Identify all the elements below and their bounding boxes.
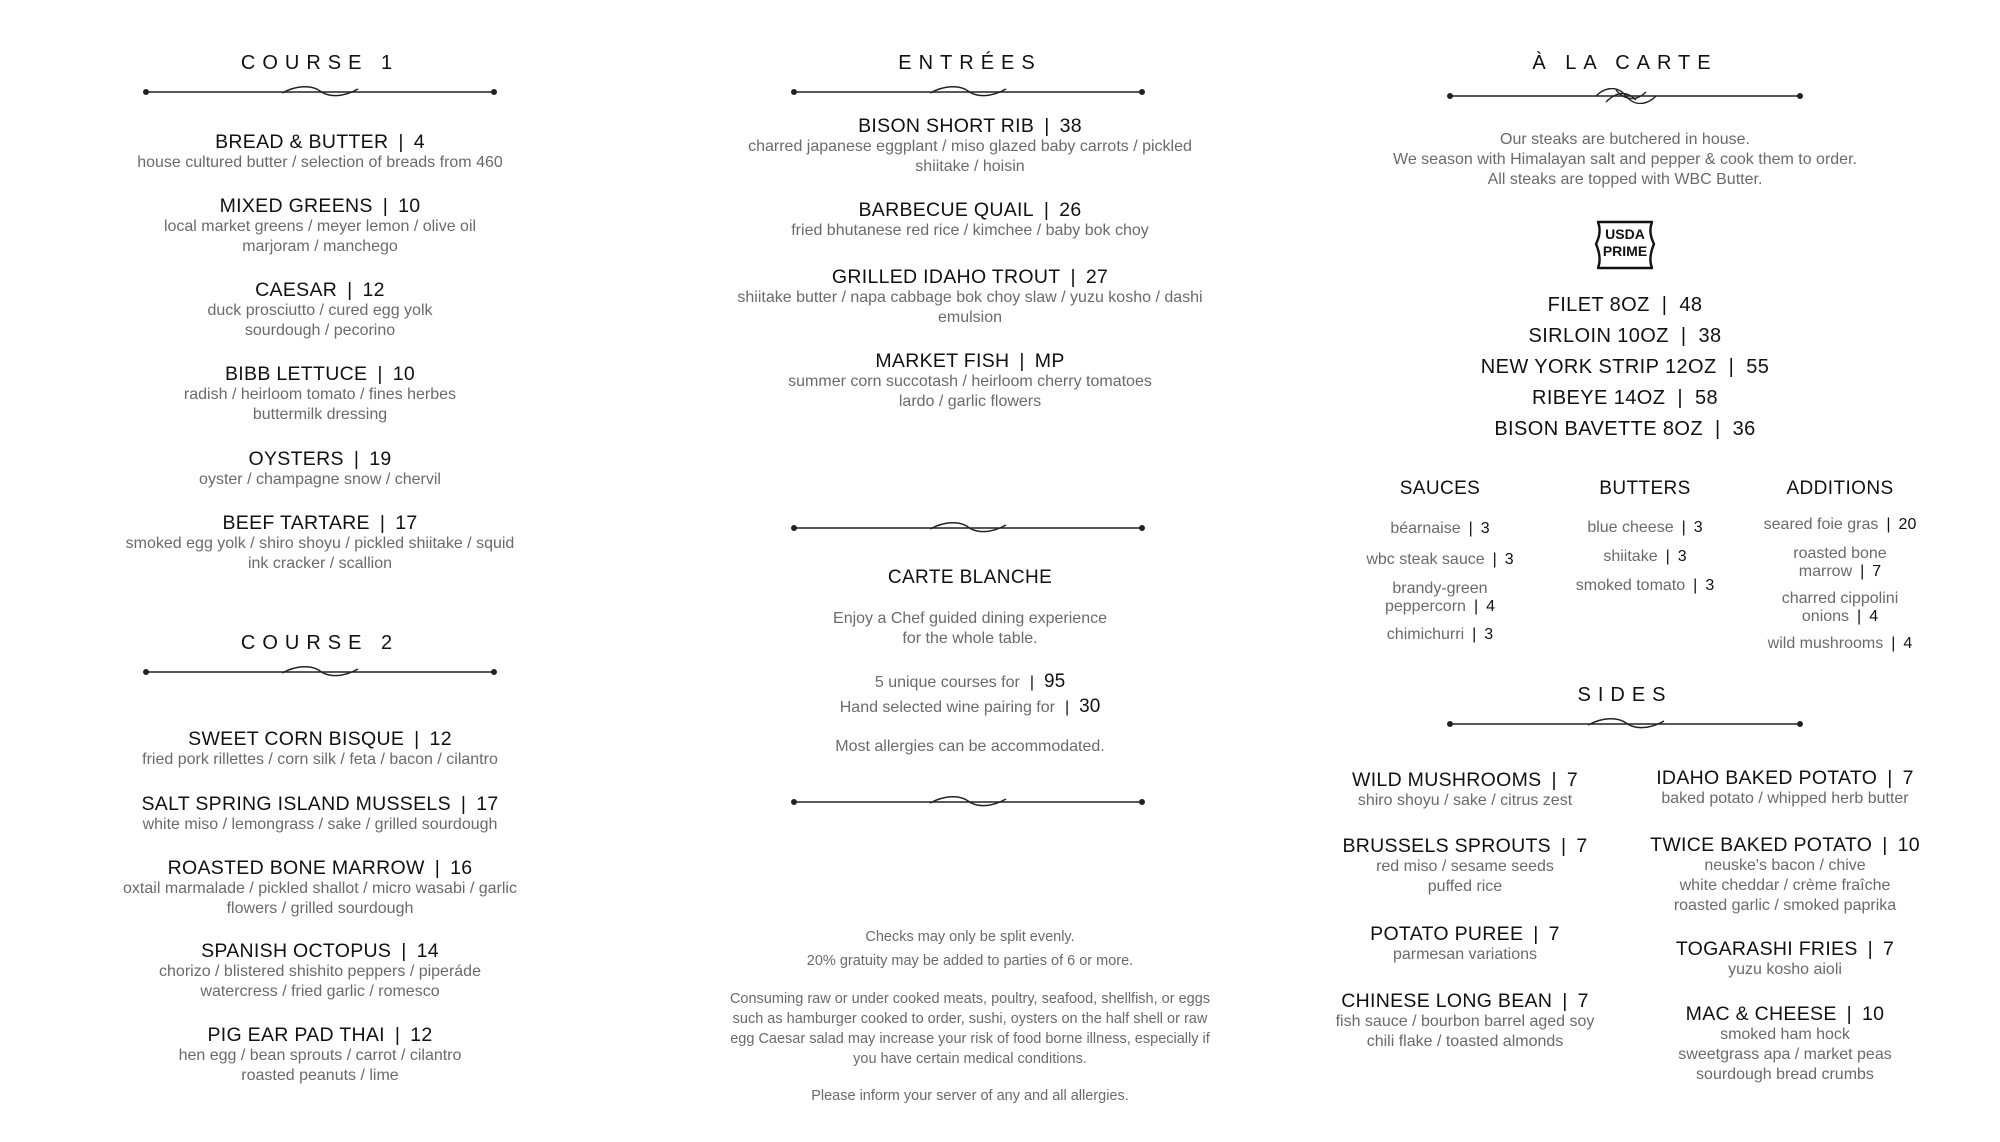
item-description: roasted peanuts / lime <box>241 1067 399 1084</box>
item-description: shiitake butter / napa cabbage bok choy slaw / yuzu kosho / dashi <box>737 289 1203 306</box>
carte-blanche-note: Most allergies can be accommodated. <box>835 738 1105 755</box>
sides-divider <box>1446 716 1804 732</box>
item-description: baked potato / whipped herb butter <box>1661 790 1909 807</box>
menu-item: MARKET FISH | MP summer corn succotash / heirloom cherry tomatoes lardo / garlic flowers <box>690 350 1250 412</box>
item-name: TWICE BAKED POTATO <box>1650 834 1873 856</box>
steak-name: BISON BAVETTE 8OZ <box>1494 418 1704 440</box>
steak-item: FILET 8OZ | 48 <box>1547 294 1703 316</box>
butters-title: BUTTERS <box>1599 478 1691 499</box>
item-price: 10 <box>1897 834 1920 856</box>
addition-item: seared foie gras | 20 <box>1763 516 1917 533</box>
menu-item: SPANISH OCTOPUS | 14 chorizo / blistered shishito peppers / piperáde watercress / fried garlic / romesco <box>70 940 570 1002</box>
line-price: 30 <box>1079 696 1101 717</box>
footer-warning <box>690 989 1250 1069</box>
item-description: local market greens / meyer lemon / olive oil <box>163 218 477 235</box>
menu-item: SALT SPRING ISLAND MUSSELS | 17 white miso / lemongrass / sake / grilled sourdough <box>70 793 570 835</box>
item-name: BARBECUE QUAIL <box>858 199 1034 221</box>
item-description: neuske's bacon / chive <box>1704 857 1866 874</box>
menu-item: OYSTERS | 19 oyster / champagne snow / chervil <box>70 448 570 490</box>
item-name: CAESAR <box>255 279 338 301</box>
addon-price: 4 <box>1903 635 1913 652</box>
item-price: 7 <box>1577 990 1589 1012</box>
item-name: MIXED GREENS <box>219 195 373 217</box>
footer-allergy: Please inform your server of any and all allergies. <box>811 1088 1129 1104</box>
sauce-item: chimichurri | 3 <box>1386 626 1494 643</box>
menu-item: MIXED GREENS | 10 local market greens / meyer lemon / olive oil marjoram / manchego <box>70 195 570 257</box>
addon-price: 4 <box>1486 598 1495 615</box>
course1-divider <box>142 84 498 100</box>
addon-price: 3 <box>1677 548 1687 565</box>
item-price: 10 <box>1862 1003 1885 1025</box>
side-item: BRUSSELS SPROUTS | 7 red miso / sesame seeds puffed rice <box>1300 835 1630 897</box>
butter-item: shiitake | 3 <box>1603 548 1687 565</box>
item-name: BISON SHORT RIB <box>858 115 1035 137</box>
menu-item: ROASTED BONE MARROW | 16 oxtail marmalade / pickled shallot / micro wasabi / garlic flowers / grilled sourdough <box>70 857 570 919</box>
item-price: 17 <box>395 512 418 534</box>
addon-label: charred cippolini onions <box>1781 590 1899 625</box>
entrees-title: ENTRÉES <box>898 52 1042 74</box>
line-price: 95 <box>1044 671 1066 692</box>
item-description: chorizo / blistered shishito peppers / piperáde <box>159 963 481 980</box>
item-name: PIG EAR PAD THAI <box>207 1024 385 1046</box>
addon-price: 3 <box>1705 577 1715 594</box>
item-name: WILD MUSHROOMS <box>1352 769 1542 791</box>
item-description: charred japanese eggplant / miso glazed baby carrots / pickled <box>748 138 1192 155</box>
item-name: SWEET CORN BISQUE <box>188 728 405 750</box>
menu-item: BIBB LETTUCE | 10 radish / heirloom tomato / fines herbes buttermilk dressing <box>70 363 570 425</box>
item-price: 17 <box>476 793 499 815</box>
item-description: fried pork rillettes / corn silk / feta / bacon / cilantro <box>142 751 498 768</box>
item-price: 12 <box>362 279 385 301</box>
side-item: TWICE BAKED POTATO | 10 neuske's bacon / chive white cheddar / crème fraîche roasted garlic / smoked paprika <box>1620 834 1950 916</box>
item-name: BEEF TARTARE <box>222 512 370 534</box>
side-item: MAC & CHEESE | 10 smoked ham hock sweetgrass apa / market peas sourdough bread crumbs <box>1620 1003 1950 1085</box>
item-description: smoked egg yolk / shiro shoyu / pickled shiitake / squid <box>125 535 515 552</box>
item-description: chili flake / toasted almonds <box>1366 1033 1564 1050</box>
steak-item: NEW YORK STRIP 12OZ | 55 <box>1480 356 1770 378</box>
line-text: Hand selected wine pairing for <box>839 699 1055 716</box>
a-la-carte-divider <box>1446 88 1804 104</box>
entrees-divider <box>790 84 1146 100</box>
addon-label: smoked tomato <box>1575 577 1686 594</box>
item-description: shiro shoyu / sake / citrus zest <box>1357 792 1573 809</box>
carte-blanche-bottom-divider <box>790 794 1146 810</box>
item-price: 12 <box>410 1024 433 1046</box>
item-description: puffed rice <box>1427 878 1503 895</box>
item-description: shiitake / hoisin <box>915 158 1025 175</box>
item-description: watercress / fried garlic / romesco <box>200 983 440 1000</box>
carte-blanche-title: CARTE BLANCHE <box>887 567 1053 588</box>
item-name: BREAD & BUTTER <box>215 131 389 153</box>
item-price: 26 <box>1059 199 1082 221</box>
item-description: red miso / sesame seeds <box>1376 858 1554 875</box>
addon-price: 20 <box>1898 516 1917 533</box>
butter-item: blue cheese | 3 <box>1587 519 1703 536</box>
sauce-item: brandy-green peppercorn | 4 <box>1384 580 1495 615</box>
item-description: summer corn succotash / heirloom cherry tomatoes <box>788 373 1152 390</box>
item-price: 10 <box>392 363 415 385</box>
menu-item: BREAD & BUTTER | 4 house cultured butter / selection of breads from 460 <box>70 131 570 173</box>
item-name: IDAHO BAKED POTATO <box>1656 767 1878 789</box>
additions-title: ADDITIONS <box>1786 478 1894 499</box>
item-description: fish sauce / bourbon barrel aged soy <box>1335 1013 1595 1030</box>
warning-line: Consuming raw or under cooked meats, poultry, seafood, shellfish, or eggs <box>729 991 1211 1007</box>
steak-price: 38 <box>1698 325 1722 347</box>
item-description: lardo / garlic flowers <box>898 393 1042 410</box>
policy-line: 20% gratuity may be added to parties of 6 or more. <box>806 953 1134 969</box>
intro-line: All steaks are topped with WBC Butter. <box>1487 171 1763 188</box>
steak-price: 58 <box>1694 387 1718 409</box>
menu-item: BEEF TARTARE | 17 smoked egg yolk / shiro shoyu / pickled shiitake / squid ink cracker / scallion <box>70 512 570 574</box>
item-price: 10 <box>398 195 421 217</box>
item-description: white miso / lemongrass / sake / grilled sourdough <box>142 816 498 833</box>
addition-item: charred cippolini onions | 4 <box>1781 590 1899 625</box>
item-price: 16 <box>450 857 473 879</box>
item-name: TOGARASHI FRIES <box>1675 938 1858 960</box>
a-la-carte-intro <box>1300 130 1950 190</box>
addon-price: 4 <box>1869 608 1879 625</box>
steak-name: RIBEYE 14OZ <box>1532 387 1666 409</box>
addon-label: seared foie gras <box>1763 516 1879 533</box>
menu-item: BARBECUE QUAIL | 26 fried bhutanese red rice / kimchee / baby bok choy <box>690 199 1250 241</box>
item-price: 7 <box>1566 769 1578 791</box>
item-name: BRUSSELS SPROUTS <box>1342 835 1551 857</box>
item-description: marjoram / manchego <box>242 238 398 255</box>
addon-label: brandy-green peppercorn <box>1384 580 1488 615</box>
item-description: sourdough bread crumbs <box>1696 1066 1874 1083</box>
steak-name: NEW YORK STRIP 12OZ <box>1480 356 1717 378</box>
intro-line: for the whole table. <box>902 630 1038 647</box>
item-name: BIBB LETTUCE <box>225 363 368 385</box>
carte-blanche-line: 5 unique courses for | 95 <box>874 671 1066 692</box>
course2-title: COURSE 2 <box>240 632 400 654</box>
menu-item: CAESAR | 12 duck prosciutto / cured egg yolk sourdough / pecorino <box>70 279 570 341</box>
item-price: 27 <box>1085 266 1109 288</box>
warning-line: egg Caesar salad may increase your risk of food borne illness, especially if <box>730 1031 1210 1047</box>
item-description: ink cracker / scallion <box>247 555 393 572</box>
addon-label: wbc steak sauce <box>1366 551 1485 568</box>
steak-item: SIRLOIN 10OZ | 38 <box>1528 325 1722 347</box>
item-price: 14 <box>416 940 439 962</box>
item-name: MARKET FISH <box>875 350 1010 372</box>
item-description: smoked ham hock <box>1720 1026 1850 1043</box>
steak-name: FILET 8OZ <box>1547 294 1650 316</box>
steak-item: RIBEYE 14OZ | 58 <box>1532 387 1718 409</box>
item-description: hen egg / bean sprouts / carrot / cilantro <box>178 1047 462 1064</box>
item-description: white cheddar / crème fraîche <box>1679 877 1891 894</box>
carte-blanche-top-divider <box>790 520 1146 536</box>
item-name: OYSTERS <box>248 448 344 470</box>
course1-title: COURSE 1 <box>240 52 400 74</box>
course2-divider <box>142 664 498 680</box>
item-name: MAC & CHEESE <box>1685 1003 1837 1025</box>
sides-title: SIDES <box>1577 684 1673 706</box>
intro-line: We season with Himalayan salt and pepper & cook them to order. <box>1393 151 1857 168</box>
addon-price: 3 <box>1480 520 1490 537</box>
addon-label: chimichurri <box>1386 626 1465 643</box>
warning-line: you have certain medical conditions. <box>853 1051 1087 1067</box>
item-price: MP <box>1034 350 1065 372</box>
item-description: buttermilk dressing <box>252 406 388 423</box>
item-description: oxtail marmalade / pickled shallot / micro wasabi / garlic <box>123 880 517 897</box>
steak-name: SIRLOIN 10OZ <box>1528 325 1669 347</box>
a-la-carte-title: À LA CARTE <box>1532 52 1718 74</box>
warning-line: such as hamburger cooked to order, sushi, oysters on the half shell or raw <box>732 1011 1208 1027</box>
item-description: yuzu kosho aioli <box>1728 961 1842 978</box>
addon-label: blue cheese <box>1587 519 1674 536</box>
item-name: SPANISH OCTOPUS <box>201 940 392 962</box>
item-name: POTATO PUREE <box>1370 923 1524 945</box>
item-name: GRILLED IDAHO TROUT <box>831 266 1061 288</box>
carte-blanche-intro <box>690 609 1250 649</box>
badge-line: USDA <box>1605 226 1645 242</box>
item-description: radish / heirloom tomato / fines herbes <box>183 386 457 403</box>
item-description: fried bhutanese red rice / kimchee / baby bok choy <box>791 222 1149 239</box>
item-description: sourdough / pecorino <box>244 322 396 339</box>
item-description: duck prosciutto / cured egg yolk <box>207 302 433 319</box>
item-price: 7 <box>1902 767 1914 789</box>
addon-label: roasted bone marrow <box>1793 545 1887 580</box>
item-name: SALT SPRING ISLAND MUSSELS <box>141 793 451 815</box>
line-text: 5 unique courses for <box>874 674 1020 691</box>
item-description: roasted garlic / smoked paprika <box>1673 897 1897 914</box>
addon-label: shiitake <box>1603 548 1658 565</box>
menu-item: GRILLED IDAHO TROUT | 27 shiitake butter / napa cabbage bok choy slaw / yuzu kosho / dashi emulsion <box>690 266 1250 328</box>
item-description: parmesan variations <box>1392 946 1538 963</box>
menu-item: PIG EAR PAD THAI | 12 hen egg / bean sprouts / carrot / cilantro roasted peanuts / lime <box>70 1024 570 1086</box>
sauce-item: béarnaise | 3 <box>1390 520 1490 537</box>
addon-label: béarnaise <box>1390 520 1461 537</box>
menu-item: BISON SHORT RIB | 38 charred japanese eggplant / miso glazed baby carrots / pickled shiitake / hoisin <box>690 115 1250 177</box>
sauces-title: SAUCES <box>1399 478 1481 499</box>
usda-prime-badge <box>1592 218 1658 272</box>
steak-price: 55 <box>1746 356 1770 378</box>
item-name: ROASTED BONE MARROW <box>167 857 425 879</box>
item-description: oyster / champagne snow / chervil <box>199 471 441 488</box>
addon-price: 3 <box>1504 551 1514 568</box>
item-price: 19 <box>369 448 392 470</box>
item-price: 12 <box>429 728 452 750</box>
addon-price: 3 <box>1693 519 1703 536</box>
side-item: POTATO PUREE | 7 parmesan variations <box>1300 923 1630 965</box>
item-description: emulsion <box>937 309 1003 326</box>
steak-price: 48 <box>1679 294 1703 316</box>
item-price: 7 <box>1548 923 1560 945</box>
steak-item: BISON BAVETTE 8OZ | 36 <box>1494 418 1756 440</box>
addon-price: 7 <box>1872 563 1882 580</box>
item-description: flowers / grilled sourdough <box>226 900 414 917</box>
item-name: CHINESE LONG BEAN <box>1341 990 1553 1012</box>
side-item: WILD MUSHROOMS | 7 shiro shoyu / sake / citrus zest <box>1300 769 1630 811</box>
badge-line: PRIME <box>1602 243 1648 259</box>
addition-item: roasted bone marrow | 7 <box>1793 545 1887 580</box>
item-price: 4 <box>413 131 425 153</box>
intro-line: Our steaks are butchered in house. <box>1500 131 1750 148</box>
sauce-item: wbc steak sauce | 3 <box>1366 551 1514 568</box>
steak-price: 36 <box>1732 418 1756 440</box>
side-item: CHINESE LONG BEAN | 7 fish sauce / bourbon barrel aged soy chili flake / toasted almonds <box>1300 990 1630 1052</box>
carte-blanche-line: Hand selected wine pairing for | 30 <box>839 696 1101 717</box>
menu-item: SWEET CORN BISQUE | 12 fried pork rillettes / corn silk / feta / bacon / cilantro <box>70 728 570 770</box>
butter-item: smoked tomato | 3 <box>1575 577 1715 594</box>
addon-price: 3 <box>1484 626 1494 643</box>
side-item: TOGARASHI FRIES | 7 yuzu kosho aioli <box>1620 938 1950 980</box>
steak-list <box>1300 290 1950 445</box>
policy-line: Checks may only be split evenly. <box>865 929 1075 945</box>
addon-label: wild mushrooms <box>1767 635 1884 652</box>
item-price: 7 <box>1576 835 1588 857</box>
item-price: 7 <box>1883 938 1895 960</box>
item-description: sweetgrass apa / market peas <box>1678 1046 1892 1063</box>
item-price: 38 <box>1059 115 1082 137</box>
item-description: house cultured butter / selection of breads from 460 <box>137 154 503 171</box>
addition-item: wild mushrooms | 4 <box>1767 635 1913 652</box>
footer-policy <box>690 925 1250 973</box>
side-item: IDAHO BAKED POTATO | 7 baked potato / whipped herb butter <box>1620 767 1950 809</box>
intro-line: Enjoy a Chef guided dining experience <box>833 610 1107 627</box>
